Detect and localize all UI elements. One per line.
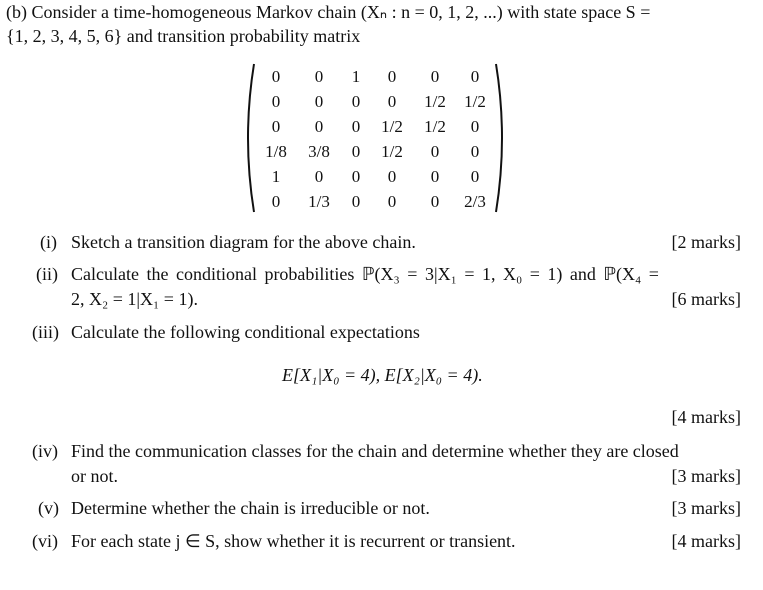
matrix-cell: 3/8 bbox=[308, 142, 330, 161]
matrix-cell: 0 bbox=[430, 142, 440, 161]
matrix-cell: 0 bbox=[351, 167, 361, 186]
matrix-cell: 1/2 bbox=[381, 142, 403, 161]
q3-text: Calculate the following conditional expectations bbox=[71, 322, 420, 342]
transition-matrix bbox=[240, 62, 510, 220]
matrix-cell: 0 bbox=[351, 92, 361, 111]
left-paren-icon bbox=[240, 62, 256, 214]
q6-text: For each state j ∈ S, show whether it is recurrent or transient. bbox=[71, 531, 516, 551]
matrix-cell: 0 bbox=[470, 67, 480, 86]
matrix-cell: 0 bbox=[470, 167, 480, 186]
matrix-cell: 1/2 bbox=[381, 117, 403, 136]
matrix-cell: 0 bbox=[271, 92, 281, 111]
matrix-cell: 1 bbox=[271, 167, 281, 186]
q2-text-cont: 2, X₂ = 1|X₁ = 1). bbox=[71, 289, 198, 309]
q3-formula: E[X₁|X₀ = 4), E[X₂|X₀ = 4). bbox=[282, 365, 483, 385]
matrix-cell: 0 bbox=[387, 67, 397, 86]
intro-line-2: {1, 2, 3, 4, 5, 6} and transition probability matrix bbox=[6, 26, 361, 46]
q6-marks: [4 marks] bbox=[671, 531, 741, 551]
matrix-cell: 0 bbox=[470, 142, 480, 161]
matrix-cell: 0 bbox=[351, 142, 361, 161]
q5-text: Determine whether the chain is irreducible or not. bbox=[71, 498, 430, 518]
q1-label: (i) bbox=[40, 232, 57, 252]
q1-text: Sketch a transition diagram for the above chain. bbox=[71, 232, 416, 252]
matrix-cell: 0 bbox=[387, 192, 397, 211]
matrix-cell: 1/2 bbox=[464, 92, 486, 111]
matrix-cell: 0 bbox=[351, 117, 361, 136]
q1-marks: [2 marks] bbox=[671, 232, 741, 252]
q4-text: Find the communication classes for the chain and determine whether they are closed bbox=[71, 441, 679, 461]
q2-text: Calculate the conditional probabilities ℙ(X₃ = 3|X₁ = 1, X₀ = 1) and ℙ(X₄ = bbox=[71, 264, 659, 284]
matrix-cell: 0 bbox=[314, 67, 324, 86]
matrix-cell: 0 bbox=[314, 92, 324, 111]
matrix-grid bbox=[256, 64, 494, 214]
q5-label: (v) bbox=[38, 498, 59, 518]
matrix-cell: 1/8 bbox=[265, 142, 287, 161]
q3-label: (iii) bbox=[32, 322, 59, 342]
matrix-cell: 0 bbox=[387, 167, 397, 186]
q4-label: (iv) bbox=[32, 441, 58, 461]
matrix-cell: 0 bbox=[314, 167, 324, 186]
matrix-cell: 0 bbox=[314, 117, 324, 136]
matrix-cell: 0 bbox=[470, 117, 480, 136]
matrix-cell: 0 bbox=[271, 192, 281, 211]
matrix-cell: 0 bbox=[271, 117, 281, 136]
q4-marks: [3 marks] bbox=[671, 466, 741, 486]
q5-marks: [3 marks] bbox=[671, 498, 741, 518]
intro-line-1: (b) Consider a time-homogeneous Markov chain (Xₙ : n = 0, 1, 2, ...) with state space S = bbox=[6, 2, 651, 22]
q2-marks: [6 marks] bbox=[671, 289, 741, 309]
q4-text-cont: or not. bbox=[71, 466, 118, 486]
matrix-cell: 1/2 bbox=[424, 117, 446, 136]
q6-label: (vi) bbox=[32, 531, 58, 551]
matrix-cell: 0 bbox=[430, 192, 440, 211]
matrix-cell: 2/3 bbox=[464, 192, 486, 211]
right-paren-icon bbox=[494, 62, 510, 214]
matrix-cell: 0 bbox=[430, 67, 440, 86]
matrix-cell: 1/2 bbox=[424, 92, 446, 111]
matrix-cell: 1 bbox=[351, 67, 361, 86]
matrix-cell: 0 bbox=[351, 192, 361, 211]
q2-label: (ii) bbox=[36, 264, 58, 284]
matrix-cell: 0 bbox=[430, 167, 440, 186]
matrix-cell: 1/3 bbox=[308, 192, 330, 211]
matrix-cell: 0 bbox=[387, 92, 397, 111]
matrix-cell: 0 bbox=[271, 67, 281, 86]
q3-marks: [4 marks] bbox=[671, 407, 741, 427]
